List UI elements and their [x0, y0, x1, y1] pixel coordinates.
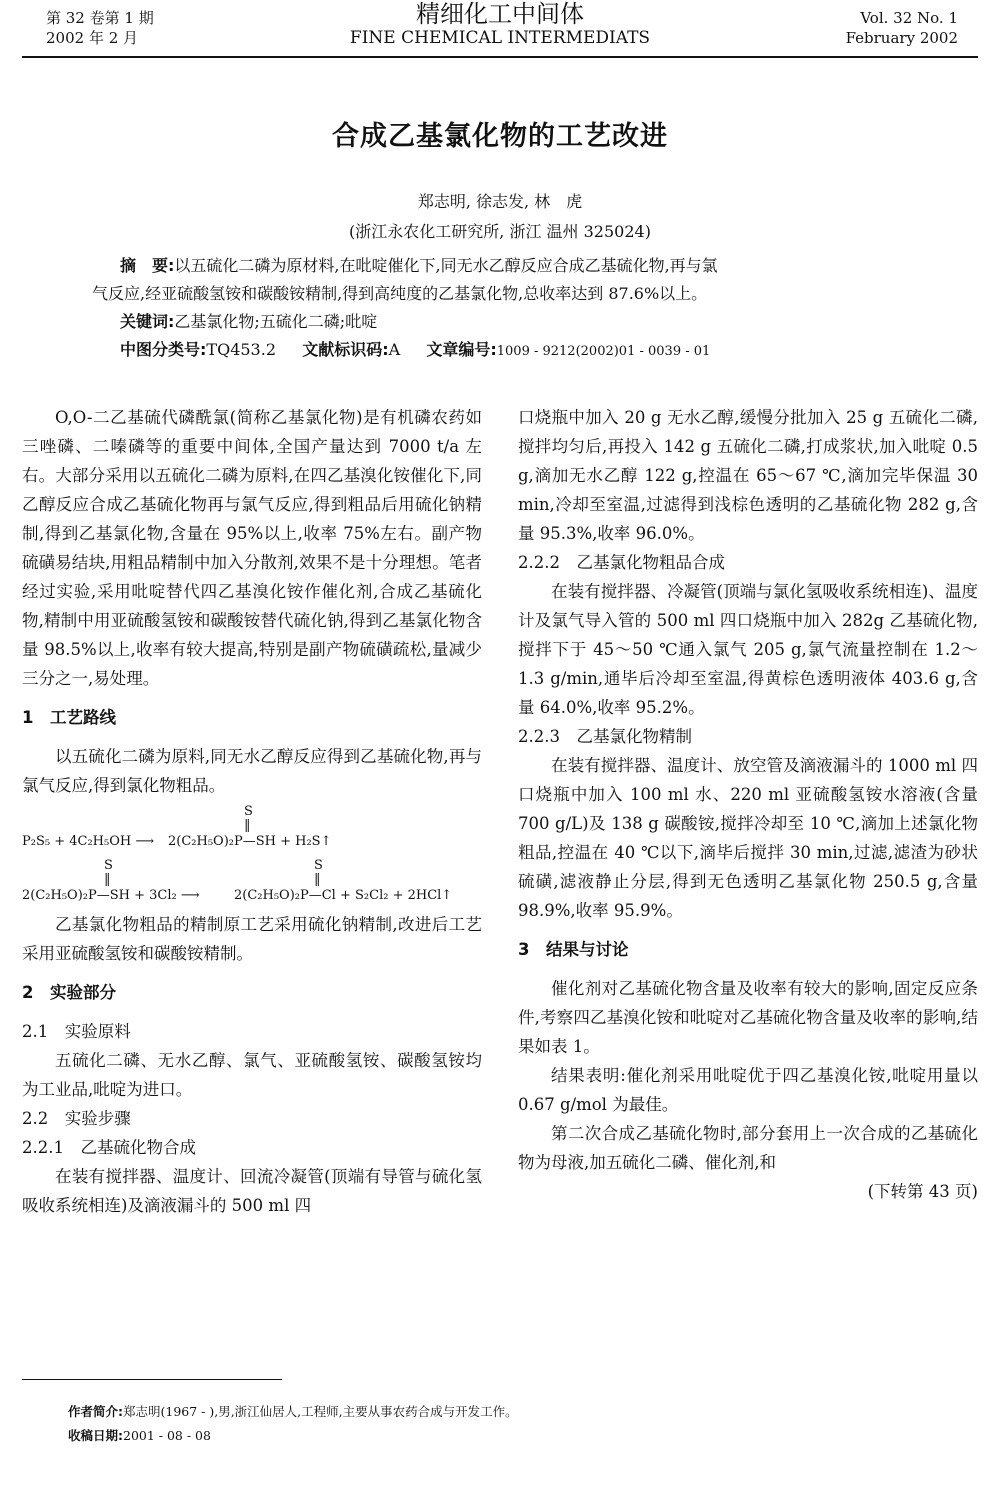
clc-code: TQ453.2 — [206, 340, 276, 359]
eq2-double-bond-left: ‖ — [104, 872, 111, 887]
eq2-sulfur-left: S — [104, 858, 113, 873]
eq2-sulfur-right: S — [314, 858, 323, 873]
eq2-reactants: 2(C₂H₅O)₂P—SH + 3Cl₂ ⟶ — [22, 888, 200, 903]
section-2-2-2-text: 在装有搅拌器、冷凝管(顶端与氯化氢吸收系统相连)、温度计及氯气导入管的 500 ml 四口烧瓶中加入 282g 乙基硫化物,搅拌下于 45～50 ℃通入氯气 205 g,氯气流量控制在 1.2～1.3 g/min,通毕后冷却至室温,得黄棕色透明液体 403.6 g,含量 64.0%,收率 95.2%。 — [518, 582, 978, 717]
keywords-label: 关键词: — [120, 312, 175, 331]
refining-paragraph: 乙基氯化物粗品的精制原工艺采用硫化钠精制,改进后工艺采用亚硫酸氢铵和碳酸铵精制。 — [22, 915, 482, 963]
section-2-2-3-text: 在装有搅拌器、温度计、放空管及滴液漏斗的 1000 ml 四口烧瓶中加入 100 ml 水、220 ml 亚硫酸氢铵水溶液(含量 700 g/L)及 138 g 碳酸铵,搅拌冷却至 10 ℃,滴加上述氯化物粗品,控温在 40 ℃以下,滴毕后搅拌 30 min,过滤,滤渣为砂状硫磺,滤液静止分层,得到无色透明乙基氯化物 250.5 g,含量 98.9%,收率 95.9%。 — [518, 756, 978, 920]
received-date-label: 收稿日期: — [68, 1428, 123, 1443]
abstract — [92, 252, 932, 366]
section-2-2-heading: 2.2 实验步骤 — [22, 1109, 131, 1128]
section-3-heading: 3 结果与讨论 — [518, 940, 629, 959]
section-3-paragraph-2: 结果表明:催化剂采用吡啶优于四乙基溴化铵,吡啶用量以 0.67 g/mol 为最佳。 — [518, 1066, 978, 1114]
eq1-sulfur: S — [244, 804, 253, 819]
section-1-text: 以五硫化二磷为原料,同无水乙醇反应得到乙基硫化物,再与氯气反应,得到氯化物粗品。 — [22, 747, 482, 795]
received-date-text: 2001 - 08 - 08 — [123, 1428, 211, 1443]
eq2-products: 2(C₂H₅O)₂P—Cl + S₂Cl₂ + 2HCl↑ — [234, 888, 453, 903]
eq1-reactants: P₂S₅ + 4C₂H₅OH ⟶ — [22, 834, 154, 849]
abstract-line-1: 以五硫化二磷为原材料,在吡啶催化下,同无水乙醇反应合成乙基硫化物,再与氯 — [174, 256, 718, 275]
doc-code-label: 文献标识码: — [302, 340, 389, 359]
section-3-paragraph-1: 催化剂对乙基硫化物含量及收率有较大的影响,固定反应条件,考察四乙基溴化铵和吡啶对乙基硫化物含量及收率的影响,结果如表 1。 — [518, 979, 978, 1056]
doc-code: A — [388, 340, 401, 359]
author-note-label: 作者简介: — [68, 1404, 123, 1419]
eq2-double-bond-right: ‖ — [314, 872, 321, 887]
right-column — [518, 403, 978, 1206]
classification-line — [92, 336, 932, 366]
article-no-label: 文章编号: — [426, 340, 497, 359]
journal-name — [300, 0, 700, 48]
clc-label: 中图分类号: — [120, 340, 207, 359]
article-no: 1009 - 9212(2002)01 - 0039 - 01 — [496, 344, 711, 359]
section-2-2-3-heading: 2.2.3 乙基氯化物精制 — [518, 727, 692, 746]
article-title: 合成乙基氯化物的工艺改进 — [332, 121, 668, 152]
article-affiliation: (浙江永农化工研究所, 浙江 温州 325024) — [349, 222, 651, 241]
section-1-heading: 1 工艺路线 — [22, 708, 116, 727]
journal-issue — [46, 8, 154, 48]
journal-name-cn: 精细化工中间体 — [416, 0, 584, 28]
section-2-1-text: 五硫化二磷、无水乙醇、氯气、亚硫酸氢铵、碳酸氢铵均为工业品,吡啶为进口。 — [22, 1051, 482, 1099]
footnote-rule — [22, 1379, 282, 1380]
section-2-1-heading: 2.1 实验原料 — [22, 1022, 131, 1041]
journal-date-en: February 2002 — [845, 29, 958, 47]
author-note — [68, 1402, 518, 1422]
section-2-heading: 2 实验部分 — [22, 983, 116, 1002]
journal-date-cn: 2002 年 2 月 — [46, 29, 139, 47]
abstract-line-2: 气反应,经亚硫酸氢铵和碳酸铵精制,得到高纯度的乙基氯化物,总收率达到 87.6%以上。 — [92, 284, 708, 303]
section-2-2-2-heading: 2.2.2 乙基氯化物粗品合成 — [518, 553, 725, 572]
continued-note: (下转第 43 页) — [867, 1182, 978, 1201]
left-column — [22, 403, 482, 1220]
abstract-label: 摘 要: — [120, 256, 175, 275]
eq1-products: 2(C₂H₅O)₂P—SH + H₂S↑ — [168, 834, 332, 849]
journal-volume-en: Vol. 32 No. 1 — [860, 9, 958, 27]
eq1-double-bond: ‖ — [244, 818, 251, 833]
journal-volume-cn: 第 32 卷第 1 期 — [46, 9, 154, 27]
journal-issue-en — [846, 8, 958, 48]
author-note-text: 郑志明(1967 - ),男,浙江仙居人,工程师,主要从事农药合成与开发工作。 — [123, 1404, 518, 1419]
section-2-2-1-heading: 2.2.1 乙基硫化物合成 — [22, 1138, 196, 1157]
journal-name-en: FINE CHEMICAL INTERMEDIATS — [349, 28, 651, 48]
section-2-2-1-continued: 口烧瓶中加入 20 g 无水乙醇,缓慢分批加入 25 g 五硫化二磷,搅拌均匀后,再投入 142 g 五硫化二磷,打成浆状,加入吡啶 0.5 g,滴加无水乙醇 122 g,控温在 65～67 ℃,滴加完毕保温 30 min,冷却至室温,过滤得到浅棕色透明的乙基硫化物 282 g,含量 95.3%,收率 96.0%。 — [518, 408, 978, 543]
header-rule — [22, 56, 978, 58]
section-2-2-1-text: 在装有搅拌器、温度计、回流冷凝管(顶端有导管与硫化氢吸收系统相连)及滴液漏斗的 500 ml 四 — [22, 1167, 482, 1215]
intro-paragraph: O,O-二乙基硫代磷酰氯(简称乙基氯化物)是有机磷农药如三唑磷、二嗪磷等的重要中间体,全国产量达到 7000 t/a 左右。大部分采用以五硫化二磷为原料,在四乙基溴化铵催化下,同乙醇反应合成乙基硫化物再与氯气反应,得到粗品后用硫化钠精制,得到乙基氯化物,含量在 95%以上,收率 75%左右。副产物硫磺易结块,用粗品精制中加入分散剂,效果不是十分理想。笔者经过实验,采用吡啶替代四乙基溴化铵作催化剂,合成乙基硫化物,精制中用亚硫酸氢铵和碳酸铵替代硫化钠,得到乙基氯化物含量 98.5%以上,收率有较大提高,特别是副产物硫磺疏松,量减少三分之一,易处理。 — [22, 408, 482, 688]
section-3-paragraph-3: 第二次合成乙基硫化物时,部分套用上一次合成的乙基硫化物为母液,加五硫化二磷、催化剂,和 — [518, 1124, 978, 1172]
received-date — [68, 1426, 211, 1446]
reaction-equations — [22, 804, 482, 908]
keywords: 乙基氯化物;五硫化二磷;吡啶 — [174, 312, 378, 331]
article-authors: 郑志明, 徐志发, 林 虎 — [417, 192, 583, 211]
